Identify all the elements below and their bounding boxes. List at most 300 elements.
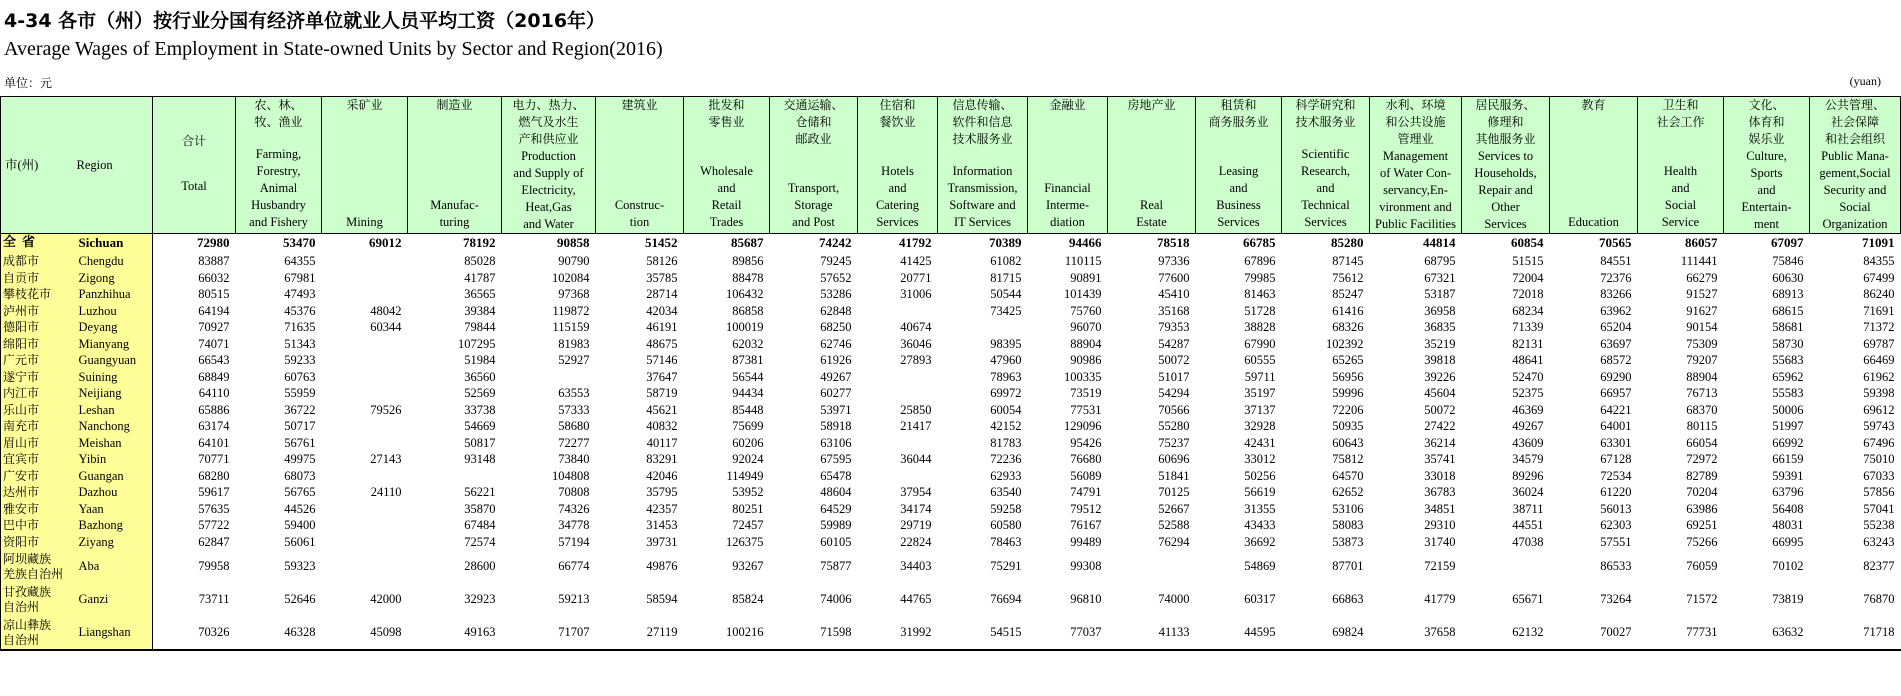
row-value: 48675 <box>646 336 678 351</box>
row-value: 69787 <box>1863 336 1895 351</box>
row-value: 90891 <box>1070 270 1102 285</box>
row-value: 71718 <box>1810 616 1901 650</box>
row-value: 64001 <box>1600 419 1632 433</box>
row-value: 51728 <box>1244 303 1276 318</box>
header-sector-en: Public Mana- gement,Social Security and Social Organization <box>1819 149 1891 231</box>
row-value: 39731 <box>646 534 678 549</box>
row-value: 52375 <box>1512 386 1544 400</box>
table-row <box>1 336 1901 353</box>
row-value: 50006 <box>1772 402 1804 417</box>
row-value: 34579 <box>1512 452 1544 466</box>
row-value: 27119 <box>596 616 684 650</box>
row-value: 66032 <box>198 270 230 285</box>
row-region: Panzhihua <box>73 286 153 303</box>
header-sector-cn: 采矿业 <box>346 98 383 112</box>
row-value: 51343 <box>284 336 316 351</box>
row-value: 58083 <box>1332 518 1364 532</box>
row-value: 57652 <box>820 270 852 285</box>
row-value: 36692 <box>1244 534 1276 549</box>
table-row <box>1 435 1901 452</box>
row-city: 成都市 <box>1 253 73 270</box>
row-value: 60854 <box>1511 235 1544 251</box>
row-value <box>858 369 938 386</box>
row-value: 51452 <box>645 235 678 251</box>
row-value: 77731 <box>1638 616 1724 650</box>
row-value: 68280 <box>198 468 230 483</box>
row-value: 49267 <box>820 369 852 384</box>
row-value: 102392 <box>1326 336 1364 351</box>
row-value: 67484 <box>464 518 496 532</box>
row-value: 56221 <box>464 485 496 499</box>
row-value: 46328 <box>236 616 322 650</box>
row-value: 32923 <box>464 592 496 606</box>
table-row <box>1 303 1901 320</box>
header-sector <box>938 97 1028 234</box>
row-value: 35197 <box>1244 386 1276 400</box>
row-value: 63174 <box>198 419 230 433</box>
row-value: 66957 <box>1600 386 1632 400</box>
row-value: 90858 <box>557 235 590 251</box>
header-sector-cn: 建筑业 <box>621 98 658 112</box>
row-value: 57856 <box>1863 485 1895 499</box>
row-value: 70125 <box>1158 485 1190 499</box>
header-sector-en: Services to Households, Repair and Other Services <box>1474 149 1537 231</box>
row-value: 56544 <box>732 369 764 384</box>
row-value: 84551 <box>1600 254 1632 268</box>
row-value: 48641 <box>1512 353 1544 367</box>
row-value: 87145 <box>1332 254 1364 268</box>
row-value: 55280 <box>1158 419 1190 433</box>
row-value <box>502 369 596 386</box>
row-value: 72980 <box>197 235 230 251</box>
table-row <box>1 352 1901 369</box>
row-value: 100335 <box>1064 369 1102 384</box>
row-value: 66543 <box>198 353 230 367</box>
row-value: 56761 <box>284 435 316 450</box>
row-value: 31453 <box>646 518 678 532</box>
row-value: 55583 <box>1772 386 1804 400</box>
header-sector-cn: 居民服务、 修理和 其他服务业 <box>1475 98 1536 146</box>
header-sector-en: Scientific Research, and Technical Services <box>1301 147 1350 229</box>
row-city: 南充市 <box>1 418 73 435</box>
row-value: 72159 <box>1424 559 1456 573</box>
row-value: 97368 <box>558 287 590 301</box>
row-value: 86533 <box>1600 559 1632 573</box>
row-value <box>322 517 408 534</box>
row-value: 65204 <box>1600 320 1632 334</box>
row-value: 70808 <box>558 485 590 499</box>
row-value: 57041 <box>1863 501 1895 516</box>
row-value: 71572 <box>1686 592 1718 606</box>
table-row <box>1 468 1901 485</box>
header-sector-cn: 科学研究和 技术服务业 <box>1295 98 1356 129</box>
row-city: 攀枝花市 <box>1 286 73 303</box>
row-value: 58918 <box>820 419 852 433</box>
table-body <box>1 234 1901 651</box>
row-value: 38828 <box>1244 320 1276 334</box>
row-value: 67321 <box>1424 270 1456 285</box>
row-value: 55238 <box>1863 518 1895 532</box>
row-value <box>858 435 938 452</box>
row-value: 79245 <box>820 254 852 268</box>
header-sector <box>684 97 770 234</box>
row-city: 阿坝藏族 羌族自治州 <box>1 550 73 583</box>
row-city: 甘孜藏族 自治州 <box>1 583 73 616</box>
row-region: Yibin <box>73 451 153 468</box>
row-city: 达州市 <box>1 484 73 501</box>
row-value: 56619 <box>1244 485 1276 499</box>
row-value: 36835 <box>1424 320 1456 334</box>
row-value: 48604 <box>820 485 852 499</box>
row-value: 66279 <box>1686 270 1718 285</box>
row-value: 60344 <box>370 320 402 334</box>
row-value: 75237 <box>1158 435 1190 450</box>
row-value: 79958 <box>198 559 230 573</box>
row-value: 51841 <box>1158 468 1190 483</box>
row-value: 88904 <box>1686 369 1718 384</box>
row-value: 68250 <box>820 320 852 334</box>
row-value: 52927 <box>558 353 590 367</box>
row-value: 55959 <box>284 386 316 400</box>
row-value: 89856 <box>732 254 764 268</box>
row-value: 70389 <box>989 235 1022 251</box>
header-sector-en: Hotels and Catering Services <box>875 164 920 229</box>
row-value: 53470 <box>283 235 316 251</box>
row-value: 52588 <box>1158 518 1190 532</box>
row-value: 63106 <box>820 435 852 450</box>
row-value: 63243 <box>1863 534 1895 549</box>
row-value: 63986 <box>1686 501 1718 516</box>
row-value: 24110 <box>370 485 402 499</box>
row-value: 31355 <box>1244 501 1276 516</box>
table-row <box>1 583 1901 616</box>
row-value: 80251 <box>732 501 764 516</box>
row-value: 53971 <box>820 402 852 417</box>
row-value: 72457 <box>732 518 764 532</box>
row-region: Suining <box>73 369 153 386</box>
row-value: 44814 <box>1423 235 1456 251</box>
row-value: 60763 <box>284 369 316 384</box>
row-value: 50256 <box>1244 468 1276 483</box>
row-value: 100019 <box>726 320 764 334</box>
table-row <box>1 501 1901 518</box>
row-value: 51017 <box>1158 369 1190 384</box>
row-value: 76294 <box>1158 534 1190 549</box>
row-value: 47493 <box>284 287 316 301</box>
row-city: 雅安市 <box>1 501 73 518</box>
row-value: 85280 <box>1331 235 1364 251</box>
row-value: 88478 <box>732 270 764 285</box>
row-value: 66992 <box>1772 435 1804 450</box>
header-sector-cn: 房地产业 <box>1127 98 1176 112</box>
row-value: 34778 <box>558 518 590 532</box>
row-value: 27143 <box>370 452 402 466</box>
row-value: 94434 <box>732 386 764 400</box>
row-city: 乐山市 <box>1 402 73 419</box>
row-region: Chengdu <box>73 253 153 270</box>
row-value: 27422 <box>1424 419 1456 433</box>
row-value: 67499 <box>1863 270 1895 285</box>
row-value: 45376 <box>284 303 316 318</box>
row-value: 39818 <box>1424 353 1456 367</box>
row-value <box>938 319 1028 336</box>
row-value: 39226 <box>1424 369 1456 384</box>
header-city: 市(州) <box>1 97 73 234</box>
row-value: 60277 <box>820 386 852 400</box>
table-row <box>1 319 1901 336</box>
row-region: Bazhong <box>73 517 153 534</box>
row-value: 85687 <box>731 235 764 251</box>
row-value: 65265 <box>1332 353 1364 367</box>
row-value: 69612 <box>1863 402 1895 417</box>
row-value: 78518 <box>1157 235 1190 251</box>
header-sector-en: Financial Interme- diation <box>1044 181 1091 229</box>
row-city: 泸州市 <box>1 303 73 320</box>
row-value: 90790 <box>558 254 590 268</box>
header-sector <box>236 97 322 234</box>
row-value: 54287 <box>1158 336 1190 351</box>
row-value: 70771 <box>198 452 230 466</box>
row-value: 68073 <box>284 468 316 483</box>
row-region: Yaan <box>73 501 153 518</box>
row-value: 72018 <box>1512 287 1544 301</box>
row-value: 96070 <box>1070 320 1102 334</box>
row-value: 58719 <box>646 386 678 400</box>
row-value: 61082 <box>990 254 1022 268</box>
row-value: 60630 <box>1772 270 1804 285</box>
row-value: 43433 <box>1244 518 1276 532</box>
table-row <box>1 402 1901 419</box>
row-value: 33018 <box>1424 468 1456 483</box>
row-value: 69012 <box>369 235 402 251</box>
row-value: 85028 <box>464 254 496 268</box>
header-sector-cn: 文化、 体育和 娱乐业 <box>1748 98 1785 146</box>
row-value: 67896 <box>1244 254 1276 268</box>
row-value: 36046 <box>900 336 932 351</box>
header-sector-en: Manufac- turing <box>430 198 479 229</box>
row-value: 37658 <box>1370 616 1462 650</box>
row-value: 75612 <box>1332 270 1364 285</box>
row-value: 66054 <box>1686 435 1718 450</box>
row-value: 49163 <box>408 616 502 650</box>
row-value: 89296 <box>1512 468 1544 483</box>
row-region: Dazhou <box>73 484 153 501</box>
row-value: 56013 <box>1600 501 1632 516</box>
row-value: 49876 <box>646 559 678 573</box>
header-sector-cn: 住宿和 餐饮业 <box>879 98 916 129</box>
table-row <box>1 534 1901 551</box>
row-value: 79526 <box>370 402 402 417</box>
row-value <box>322 418 408 435</box>
row-value: 76680 <box>1070 452 1102 466</box>
row-value: 63301 <box>1600 435 1632 450</box>
row-value: 36560 <box>464 369 496 384</box>
row-value: 35741 <box>1424 452 1456 466</box>
row-value: 37137 <box>1244 402 1276 417</box>
row-value: 40674 <box>900 320 932 334</box>
row-value: 58730 <box>1772 336 1804 351</box>
row-value: 60054 <box>990 402 1022 417</box>
row-value: 67097 <box>1771 235 1804 251</box>
row-value: 41787 <box>464 270 496 285</box>
row-value: 67595 <box>820 452 852 466</box>
header-sector <box>408 97 502 234</box>
row-value: 35785 <box>646 270 678 285</box>
header-sector-en: Health and Social Service <box>1661 164 1700 229</box>
row-value: 40832 <box>646 419 678 433</box>
row-value: 56061 <box>284 534 316 549</box>
header-sector-cn: 制造业 <box>436 98 473 112</box>
row-value: 63553 <box>558 386 590 400</box>
row-value <box>322 534 408 551</box>
row-value: 74242 <box>819 235 852 251</box>
row-value: 59400 <box>284 518 316 532</box>
row-value: 72972 <box>1686 452 1718 466</box>
row-value: 73264 <box>1600 592 1632 606</box>
row-value: 52470 <box>1512 369 1544 384</box>
row-value: 61962 <box>1863 369 1895 384</box>
row-value: 68326 <box>1332 320 1364 334</box>
row-value: 44526 <box>284 501 316 516</box>
row-value: 98395 <box>990 336 1022 351</box>
row-value: 64101 <box>198 435 230 450</box>
header-region: Region <box>73 97 153 234</box>
header-sector <box>858 97 938 234</box>
row-value: 59258 <box>990 501 1022 516</box>
header-sector <box>596 97 684 234</box>
header-row <box>1 97 1901 234</box>
row-value: 32928 <box>1244 419 1276 433</box>
row-value: 34851 <box>1424 501 1456 516</box>
row-value: 51984 <box>464 353 496 367</box>
row-value: 75877 <box>820 559 852 573</box>
row-value: 36024 <box>1512 485 1544 499</box>
header-sector-cn: 合计 <box>181 134 206 148</box>
row-value <box>408 468 502 485</box>
row-value: 36958 <box>1424 303 1456 318</box>
table-row <box>1 234 1901 254</box>
row-value: 46369 <box>1512 402 1544 417</box>
row-value: 58126 <box>646 254 678 268</box>
row-value: 61416 <box>1332 303 1364 318</box>
header-sector <box>1462 97 1550 234</box>
row-value: 50935 <box>1332 419 1364 433</box>
header-sector <box>1028 97 1108 234</box>
row-region: Leshan <box>73 402 153 419</box>
row-value: 47960 <box>990 353 1022 367</box>
row-value: 59233 <box>284 353 316 367</box>
header-sector-cn: 公共管理、 社会保障 和社会组织 <box>1824 98 1885 146</box>
header-sector-cn: 金融业 <box>1049 98 1086 112</box>
row-value: 79353 <box>1158 320 1190 334</box>
row-value: 46191 <box>646 320 678 334</box>
row-value: 72236 <box>990 452 1022 466</box>
row-value: 81983 <box>558 336 590 351</box>
row-value: 86057 <box>1685 235 1718 251</box>
row-value: 62132 <box>1462 616 1550 650</box>
row-value: 58680 <box>558 419 590 433</box>
row-value: 71598 <box>770 616 858 650</box>
row-value: 60105 <box>820 534 852 549</box>
row-value: 64110 <box>198 386 230 400</box>
row-value: 107295 <box>458 336 496 351</box>
header-sector-en: Information Transmission, Software and IT Services <box>947 164 1018 229</box>
row-value: 59711 <box>1244 369 1276 384</box>
row-value: 59398 <box>1863 386 1895 400</box>
row-value: 76870 <box>1863 592 1895 606</box>
row-value: 65671 <box>1512 592 1544 606</box>
row-value: 63540 <box>990 485 1022 499</box>
row-value: 62652 <box>1332 485 1364 499</box>
row-value: 66863 <box>1332 592 1364 606</box>
row-value: 79985 <box>1244 270 1276 285</box>
row-value: 62746 <box>820 336 852 351</box>
row-value: 78192 <box>463 235 496 251</box>
row-value: 51997 <box>1772 419 1804 433</box>
row-value: 62032 <box>732 336 764 351</box>
row-value: 73840 <box>558 452 590 466</box>
row-value: 36565 <box>464 287 496 301</box>
row-value: 52569 <box>464 386 496 400</box>
row-value: 88904 <box>1070 336 1102 351</box>
row-value: 86858 <box>732 303 764 318</box>
row-value: 52646 <box>284 592 316 606</box>
row-value: 110115 <box>1064 254 1102 268</box>
row-value: 44765 <box>900 592 932 606</box>
row-value: 65886 <box>198 402 230 417</box>
row-value: 72206 <box>1332 402 1364 417</box>
row-value: 62933 <box>990 468 1022 483</box>
row-value: 62848 <box>820 303 852 318</box>
row-region: Ziyang <box>73 534 153 551</box>
table-header <box>1 97 1901 234</box>
row-value: 50072 <box>1158 353 1190 367</box>
row-value: 69290 <box>1600 369 1632 384</box>
row-value: 63632 <box>1724 616 1810 650</box>
row-value: 59989 <box>820 518 852 532</box>
row-value <box>322 286 408 303</box>
row-value: 72277 <box>558 435 590 450</box>
header-sector <box>1196 97 1282 234</box>
row-city: 德阳市 <box>1 319 73 336</box>
header-sector <box>1550 97 1638 234</box>
row-value: 53286 <box>820 287 852 301</box>
row-value: 75010 <box>1863 452 1895 466</box>
row-value: 45098 <box>322 616 408 650</box>
row-value: 70326 <box>153 616 236 650</box>
row-value: 67496 <box>1863 435 1895 450</box>
row-value: 59617 <box>198 485 230 499</box>
row-value: 66159 <box>1772 452 1804 466</box>
row-value: 76713 <box>1686 386 1718 400</box>
row-value: 87381 <box>732 353 764 367</box>
header-sector-en: Farming, Forestry, Animal Husbandry and Fishery <box>249 147 308 229</box>
row-value: 48031 <box>1772 518 1804 532</box>
row-city: 宜宾市 <box>1 451 73 468</box>
row-value: 81715 <box>990 270 1022 285</box>
row-value: 55683 <box>1772 353 1804 367</box>
row-value: 73519 <box>1070 386 1102 400</box>
row-value: 87701 <box>1332 559 1364 573</box>
row-value: 57146 <box>646 353 678 367</box>
row-value: 54515 <box>938 616 1028 650</box>
row-value <box>858 385 938 402</box>
row-value: 50072 <box>1424 402 1456 417</box>
row-value: 75309 <box>1686 336 1718 351</box>
row-value: 68615 <box>1772 303 1804 318</box>
row-value: 75291 <box>990 559 1022 573</box>
row-value: 75266 <box>1686 534 1718 549</box>
